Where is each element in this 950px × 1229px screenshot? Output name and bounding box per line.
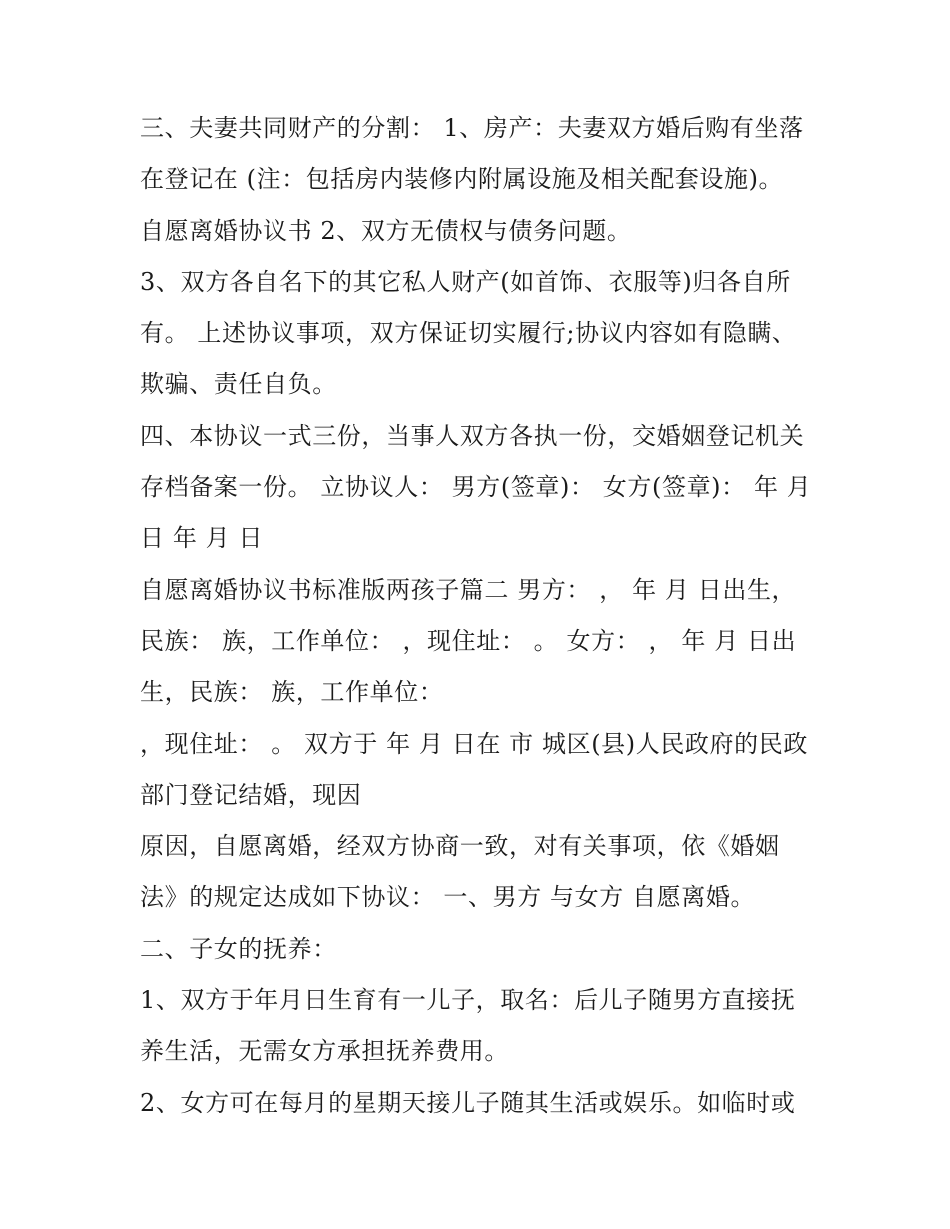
- text-line: 自愿离婚协议书标准版两孩子篇二 男方： ， 年 月 日出生，: [140, 575, 797, 604]
- text-line: 养生活，无需女方承担抚养费用。: [140, 1037, 509, 1066]
- text-line: 存档备案一份。 立协议人： 男方(签章)： 女方(签章)： 年 月: [140, 473, 812, 502]
- text-line: 在登记在 (注：包括房内装修内附属设施及相关配套设施)。: [140, 165, 784, 194]
- text-line: 欺骗、责任自负。: [140, 370, 337, 399]
- text-line: 法》的规定达成如下协议： 一、男方 与女方 自愿离婚。: [140, 883, 756, 912]
- text-line: 2、女方可在每月的星期天接儿子随其生活或娱乐。如临时或: [140, 1088, 796, 1117]
- text-line: 有。 上述协议事项，双方保证切实履行;协议内容如有隐瞒、: [140, 319, 797, 348]
- text-line: 四、本协议一式三份，当事人双方各执一份，交婚姻登记机关: [140, 421, 805, 450]
- text-line: 1、双方于年月日生育有一儿子，取名：后儿子随男方直接抚: [140, 986, 796, 1015]
- text-line: ，现住址： 。 双方于 年 月 日在 市 城区(县)人民政府的民政: [140, 729, 808, 758]
- text-line: 部门登记结婚，现因: [140, 780, 362, 809]
- text-line: 民族： 族，工作单位： ，现住址： 。 女方： ， 年 月 日出: [140, 626, 797, 655]
- text-line: 3、双方各自名下的其它私人财产(如首饰、衣服等)归各自所: [140, 267, 791, 296]
- text-line: 日 年 月 日: [140, 524, 264, 553]
- text-line: 自愿离婚协议书 2、双方无债权与债务问题。: [140, 216, 632, 245]
- text-line: 三、夫妻共同财产的分割： 1、房产：夫妻双方婚后购有坐落: [140, 114, 804, 142]
- text-line: 原因，自愿离婚，经双方协商一致，对有关事项，依《婚姻: [140, 832, 780, 861]
- text-line: 生，民族： 族，工作单位：: [140, 678, 444, 707]
- text-line: 二、子女的抚养：: [140, 934, 337, 963]
- document-body: [140, 103, 820, 1129]
